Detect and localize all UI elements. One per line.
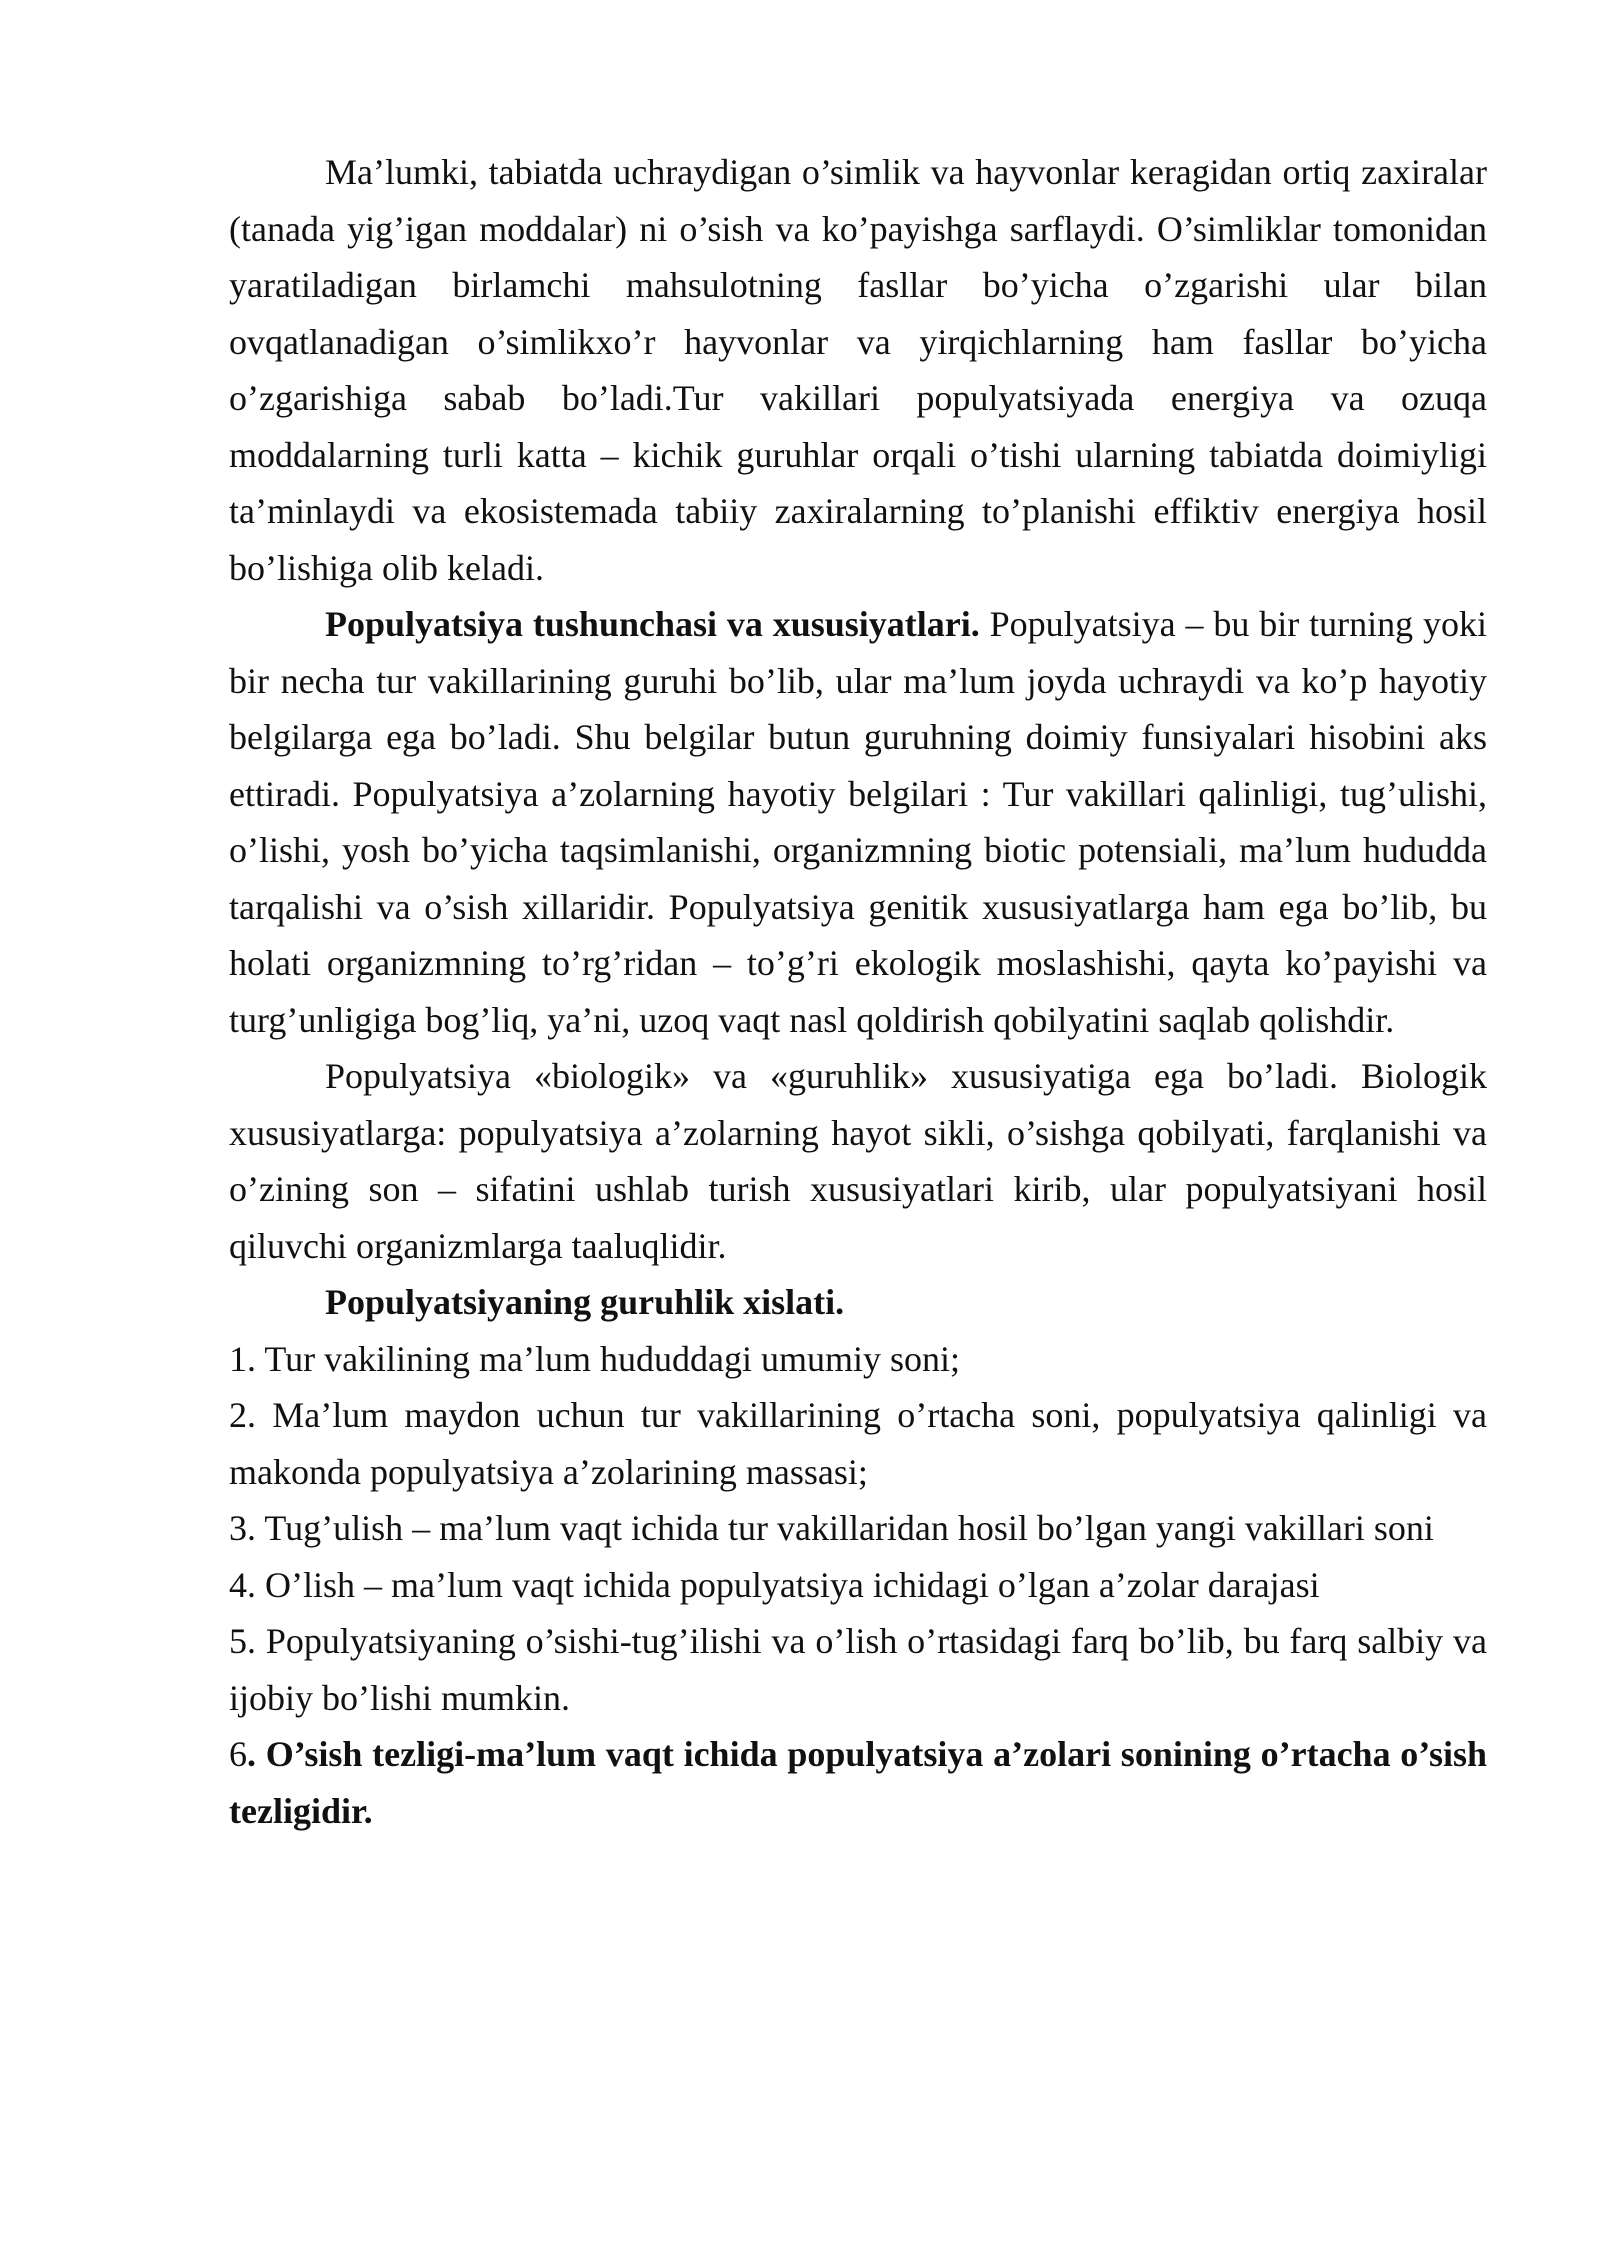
paragraph-population-concept [229, 596, 1487, 1048]
list-item-2: 2. Ma’lum maydon uchun tur vakillarining o’rtacha soni, populyatsiya qalinligi va makonda populyatsiya a’zolarining massasi; [229, 1395, 1487, 1492]
list-item-3: 3. Tug’ulish – ma’lum vaqt ichida tur vakillaridan hosil bo’lgan yangi vakillari soni [229, 1508, 1434, 1548]
list-item-5: 5. Populyatsiyaning o’sishi-tug’ilishi va o’lish o’rtasidagi farq bo’lib, bu farq salbiy va ijobiy bo’lishi mumkin. [229, 1621, 1487, 1718]
list-item-1: 1. Tur vakilining ma’lum hududdagi umumiy soni; [229, 1338, 961, 1379]
section-heading-group-traits: Populyatsiyaning guruhlik xislati. [325, 1282, 845, 1322]
paragraph-biological-properties: Populyatsiya «biologik» va «guruhlik» xususiyatiga ega bo’ladi. Biologik xususiyatlarga: populyatsiya a’zolarning hayot sikli, o’sishga qobilyati, farqlanishi va o’zining son – sifatini ushlab turish xususiyatlari kirib, ular populyatsiyani hosil qiluvchi organizmlarga taaluqlidir. [229, 1056, 1487, 1266]
list-item-6-number: 6 [229, 1734, 247, 1774]
section-heading-population-concept: Populyatsiya tushunchasi va xususiyatlari. [325, 604, 980, 644]
paragraph-intro: Ma’lumki, tabiatda uchraydigan o’simlik va hayvonlar keragidan ortiq zaxiralar (tanada yig’igan moddalar) ni o’sish va ko’payishga sarflaydi. O’simliklar tomonidan yaratiladigan birlamchi mahsulotning fasllar bo’yicha o’zgarishi ular bilan ovqatlanadigan o’simlikxo’r hayvonlar va yirqichlarning ham fasllar bo’yicha o’zgarishiga sabab bo’ladi.Tur vakillari populyatsiyada energiya va ozuqa moddalarning turli katta – kichik guruhlar orqali o’tishi ularning tabiatda doimiyligi ta’minlaydi va ekosistemada tabiiy zaxiralarning to’planishi effiktiv energiya hosil bo’lishiga olib keladi. [229, 152, 1487, 588]
document-page [229, 144, 1487, 1839]
paragraph-population-concept-text: Populyatsiya – bu bir turning yoki bir necha tur vakillarining guruhi bo’lib, ular ma’lum joyda uchraydi va ko’p hayotiy belgilarga ega bo’ladi. Shu belgilar butun guruhning doimiy funsiyalari hisobini aks ettiradi. Populyatsiya a’zolarning hayotiy belgilari : Tur vakillari qalinligi, tug’ulishi, o’lishi, yosh bo’yicha taqsimlanishi, organizmning biotic potensiali, ma’lum hududda tarqalishi va o’sish xillaridir. Populyatsiya genitik xususiyatlarga ham ega bo’lib, bu holati organizmning to’rg’ridan – to’g’ri ekologik moslashishi, qayta ko’payishi va turg’unligiga bog’liq, ya’ni, uzoq vaqt nasl qoldirish qobilyatini saqlab qolishdir. [229, 604, 1487, 1040]
list-item-6-text: . O’sish tezligi-ma’lum vaqt ichida populyatsiya a’zolari sonining o’rtacha o’sish tezligidir. [229, 1734, 1487, 1831]
list-item-4: 4. O’lish – ma’lum vaqt ichida populyatsiya ichidagi o’lgan a’zolar darajasi [229, 1564, 1320, 1605]
list-item-6 [229, 1726, 1487, 1839]
